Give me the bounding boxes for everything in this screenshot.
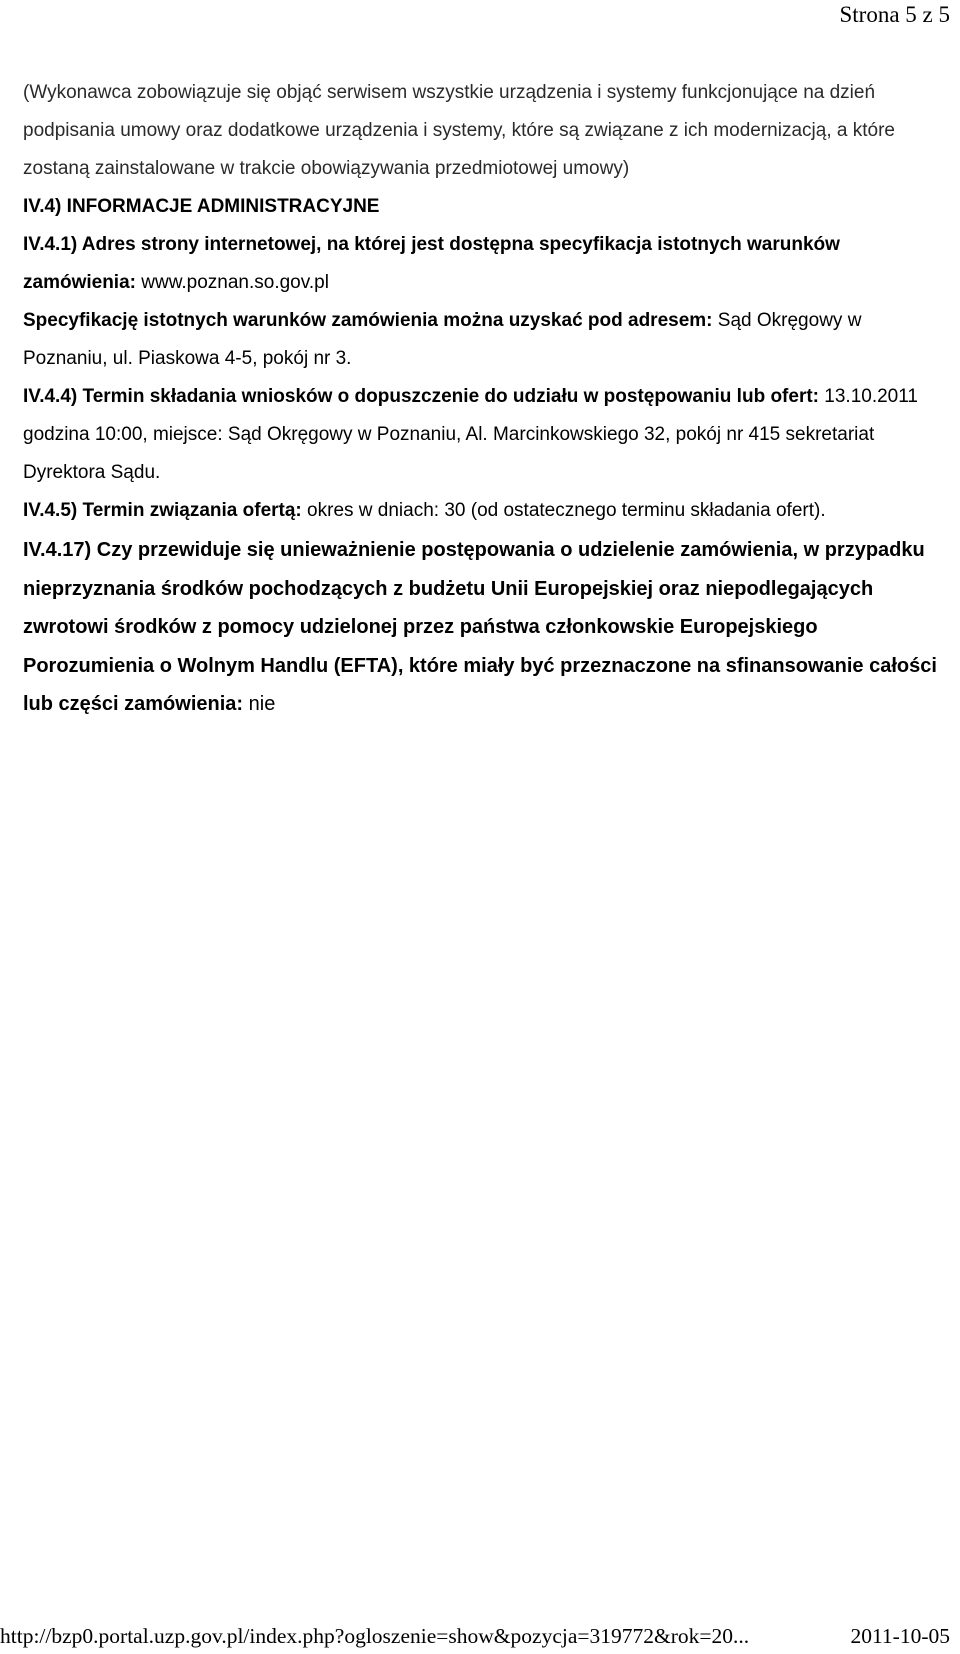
submission-deadline-value: 13.10.2011 godzina 10:00, miejsce: Sąd Okręgowy w Poznaniu, Al. Marcinkowskiego 32, pokój nr 415 sekretariat Dyrektora Sądu. [23, 386, 918, 483]
service-scope-paragraph: (Wykonawca zobowiązuje się objąć serwisem wszystkie urządzenia i systemy funkcjonujące na dzień podpisania umowy oraz dodatkowe urządzenia i systemy, które są związane z ich modernizacją, a które zostaną zainstalowane w trakcie obowiązywania przedmiotowej umowy) [23, 82, 895, 179]
spec-website-label: IV.4.1) Adres strony internetowej, na której jest dostępna specyfikacja istotnych warunków zamówienia: [23, 234, 840, 293]
eu-funding-cancellation-label: IV.4.17) Czy przewiduje się unieważnienie postępowania o udzielenie zamówienia, w przypadku nieprzyznania środków pochodzących z budżetu Unii Europejskiej oraz niepodlegających zwrotowi środków z pomocy udzielonej przez państwa członkowskie Europejskiego Porozumienia o Wolnym Handlu (EFTA), które miały być przeznaczone na sfinansowanie całości lub części zamówienia: [23, 539, 937, 715]
footer-print-date: 2011-10-05 [850, 1624, 950, 1648]
spec-address-value: Sąd Okręgowy w Poznaniu, ul. Piaskowa 4-5, pokój nr 3. [23, 310, 862, 369]
submission-deadline-label: IV.4.4) Termin składania wniosków o dopuszczenie do udziału w postępowaniu lub ofert: [23, 386, 819, 407]
section-heading-administrative: IV.4) INFORMACJE ADMINISTRACYJNE [23, 196, 380, 217]
submission-deadline-paragraph [23, 378, 948, 492]
offer-validity-paragraph [23, 492, 948, 530]
offer-validity-label: IV.4.5) Termin związania ofertą: [23, 500, 302, 521]
spec-website-link[interactable]: www.poznan.so.gov.pl [141, 272, 329, 293]
page-number: Strona 5 z 5 [839, 2, 950, 27]
eu-funding-cancellation-paragraph [23, 531, 948, 724]
footer-source-url[interactable]: http://bzp0.portal.uzp.gov.pl/index.php?ogloszenie=show&pozycja=319772&rok=20... [0, 1624, 750, 1648]
spec-address-label: Specyfikację istotnych warunków zamówienia można uzyskać pod adresem: [23, 310, 713, 331]
eu-funding-cancellation-value: nie [248, 693, 276, 715]
document-body [23, 74, 948, 724]
offer-validity-value: okres w dniach: 30 (od ostatecznego terminu składania ofert). [307, 500, 826, 521]
spec-website-paragraph [23, 226, 948, 302]
spec-address-paragraph [23, 302, 948, 378]
